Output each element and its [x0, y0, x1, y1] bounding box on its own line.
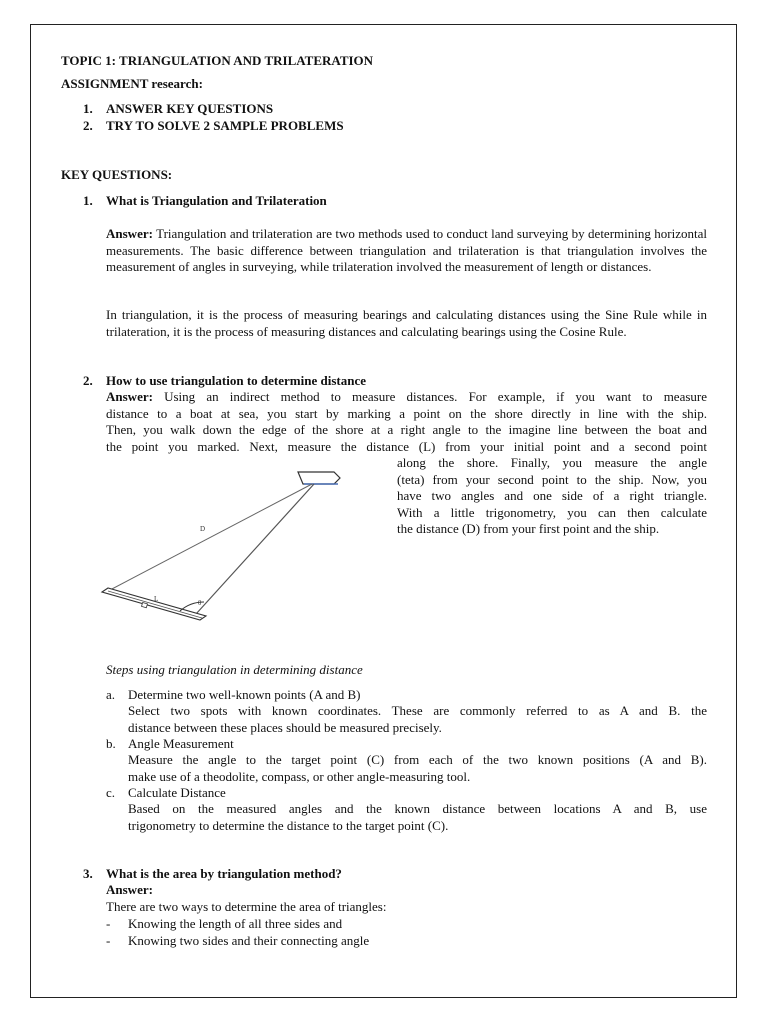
- q2-side-text: [397, 455, 707, 538]
- answer-line-text: Using an indirect method to measure distances. For example, if you want to measure: [152, 389, 707, 404]
- step-line: trigonometry to determine the distance to the target point (C).: [128, 817, 449, 833]
- step-line: Based on the measured angles and the known distance between locations A and B, use: [128, 801, 707, 816]
- answer-label: Answer:: [106, 389, 153, 404]
- sightline-to-boat: [196, 484, 314, 614]
- step-title: Determine two well-known points (A and B): [128, 687, 361, 702]
- bullet-text: Knowing two sides and their connecting angle: [128, 933, 370, 948]
- step-letter: c.: [106, 785, 116, 800]
- task-number: 2.: [83, 118, 93, 133]
- step-line: make use of a theodolite, compass, or other angle-measuring tool.: [128, 768, 471, 784]
- task-text: TRY TO SOLVE 2 SAMPLE PROBLEMS: [106, 118, 344, 133]
- side-line: With a little trigonometry, you can then calculate: [397, 504, 707, 520]
- question-title: What is the area by triangulation method?: [106, 866, 342, 881]
- question-title: What is Triangulation and Trilateration: [106, 193, 327, 208]
- side-line: the distance (D) from your first point and the ship.: [397, 521, 660, 536]
- step-line: Measure the angle to the target point (C) from each of the two known positions (A and B).: [128, 752, 707, 767]
- bullet-dash: -: [106, 933, 111, 948]
- label-d: D: [200, 525, 206, 533]
- answer-label: Answer:: [106, 882, 153, 897]
- topic-title: TOPIC 1: TRIANGULATION AND TRILATERATION: [61, 53, 374, 68]
- answer-line: [106, 389, 707, 406]
- step-letter: a.: [106, 687, 116, 702]
- q2-answer-lines: [106, 389, 707, 455]
- step-line: distance between these places should be measured precisely.: [128, 719, 442, 735]
- question-number: 1.: [83, 193, 93, 208]
- distance-line-d: [110, 484, 312, 590]
- side-line: have two angles and one side of a right triangle.: [397, 488, 707, 503]
- answer-line: distance to a boat at sea, you start by marking a point on the shore directly in line with the ship.: [106, 405, 707, 421]
- question-number: 2.: [83, 373, 93, 388]
- key-questions-heading: KEY QUESTIONS:: [61, 167, 173, 182]
- step-title: Angle Measurement: [128, 736, 234, 751]
- question-number: 3.: [83, 866, 93, 881]
- steps-heading: Steps using triangulation in determining distance: [106, 662, 363, 677]
- label-l: L: [154, 595, 159, 603]
- q1-answer-text: Triangulation and trilateration are two methods used to conduct land surveying by determining horizontal measurements. The basic difference between triangulation and trilateration is that triangulation involves the measurement of angles in surveying, while trilateration involved the measurement of length or distances.: [106, 226, 707, 274]
- step-body: [128, 703, 707, 736]
- step-body: [128, 801, 707, 834]
- step-title: Calculate Distance: [128, 785, 226, 800]
- bullet-text: Knowing the length of all three sides and: [128, 916, 343, 931]
- side-line: along the shore. Finally, you measure the angle: [397, 455, 707, 470]
- task-text: ANSWER KEY QUESTIONS: [106, 101, 274, 116]
- assignment-heading: ASSIGNMENT research:: [61, 76, 203, 91]
- answer-line: Then, you walk down the edge of the shore at a right angle to the imagine line between the boat and: [106, 422, 707, 437]
- task-number: 1.: [83, 101, 93, 116]
- step-body: [128, 752, 707, 785]
- q1-answer-paragraph: [106, 226, 707, 276]
- q1-paragraph-2: In triangulation, it is the process of measuring bearings and calculating distances using the Sine Rule while in trilateration, it is the process of measuring distances and calculating bearings using the Cosine Rule.: [106, 307, 707, 339]
- triangulation-diagram: [98, 462, 350, 630]
- side-line: (teta) from your second point to the ship. Now, you: [397, 471, 707, 487]
- answer-label: Answer:: [106, 226, 153, 241]
- answer-line: the point you marked. Next, measure the distance (L) from your initial point and a second point: [106, 438, 707, 454]
- step-line: Select two spots with known coordinates. These are commonly referred to as A and B. the: [128, 703, 707, 718]
- question-title: How to use triangulation to determine distance: [106, 373, 366, 388]
- q3-intro: There are two ways to determine the area of triangles:: [106, 899, 387, 914]
- boat-icon: [298, 472, 340, 484]
- label-theta: θ: [198, 599, 202, 607]
- step-letter: b.: [106, 736, 116, 751]
- bullet-dash: -: [106, 916, 111, 931]
